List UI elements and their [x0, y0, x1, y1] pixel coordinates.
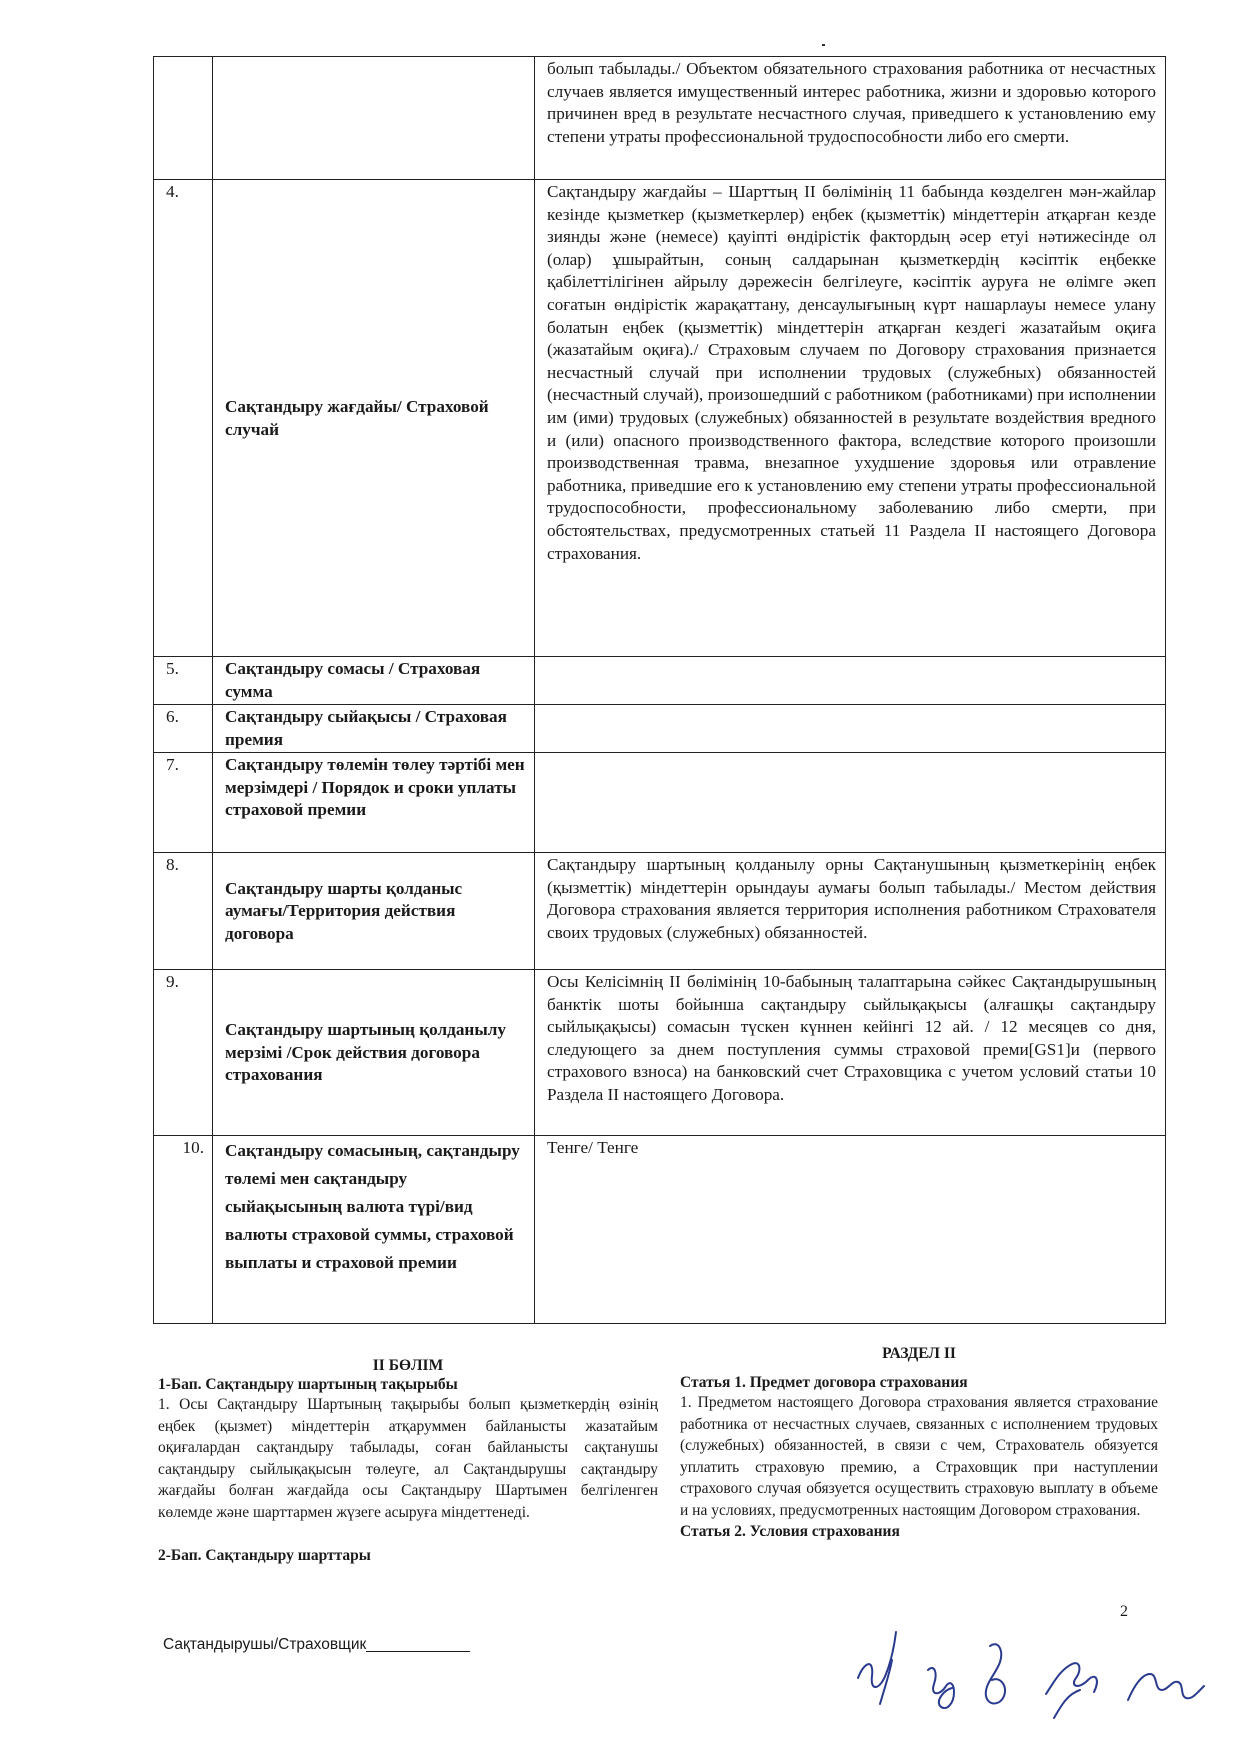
- row-content: Сақтандыру жағдайы – Шарттың II бөлімінің 11 бабында көзделген мән-жайлар кезінде қызметкер (қызметкерлер) еңбек (қызметтік) міндеттерін атқарған кезде зиянды және (немесе) қауіпті өндірістік фактордың әсер етуі нәтижесінде ол (олар) ұшырайтын, соның салдарынан қызметкердің кәсіптік еңбекке қабілеттілігінен айрылу дәрежесін белгілеуге, кәсіптік ауруға не өлімге әкеп соғатын өндірістік жарақаттану, денсаулығының күрт нашарлауы немесе улану болатын еңбек (қызметтік) міндеттерін атқарған кездегі жазатайым оқиға (жазатайым оқиға)./ Страховым случаем по Договору страхования признается несчастный случай при исполнении трудовых (служебных) обязанностей (несчастный случай), произошедший с работником (работниками) при исполнении им (ими) трудовых (служебных) обязанностей в результате воздействия вредного и (или) опасного производственного фактора, вследствие которого произошли производственная травма, внезапное ухудшение здоровья или отравление работника, приведшие его к установлению ему степени утраты профессиональной трудоспособности, профессиональному заболеванию либо смерти, при обстоятельствах, предусмотренных статьей 11 Раздела II настоящего Договора страхования.: [535, 180, 1166, 657]
- row-label: Сақтандыру шартының қолданылу мерзімі /Срок действия договора страхования: [213, 970, 535, 1136]
- row-label: Сақтандыру сыйақысы / Страховая премия: [213, 705, 535, 753]
- row-number: 6.: [154, 705, 213, 753]
- row-label: Сақтандыру төлемін төлеу тәртібі мен мерзімдері / Порядок и сроки уплаты страховой премии: [213, 753, 535, 853]
- signature-1: [858, 1632, 896, 1704]
- table-row: [154, 657, 1166, 705]
- row-number: 8.: [154, 853, 213, 970]
- article-title: Статья 1. Предмет договора страхования: [680, 1374, 968, 1391]
- table-row: [154, 57, 1166, 180]
- row-label: [213, 57, 535, 180]
- row-number: 9.: [154, 970, 213, 1136]
- signature-4: [1046, 1663, 1097, 1718]
- row-number: 5.: [154, 657, 213, 705]
- russian-column: [680, 1345, 1158, 1541]
- scan-speck: [822, 44, 825, 46]
- signature-2: [928, 1668, 954, 1708]
- row-content: [535, 705, 1166, 753]
- table-row: [154, 1136, 1166, 1324]
- row-content: [535, 753, 1166, 853]
- row-number: [154, 57, 213, 180]
- table-row: [154, 753, 1166, 853]
- signature-3: [986, 1644, 1005, 1703]
- insurer-signature-field: [163, 1636, 470, 1654]
- article-text: 1. Предметом настоящего Договора страхования является страхование работника от несчастных случаев, связанных с исполнением трудовых (служебных) обязанностей, в связи с чем, Страхователь обязуется уплатить страховую премию, а Страховщик при наступлении страхового случая обязуется осуществить страховую выплату в объеме и на условиях, предусмотренных настоящим Договором страхования.: [680, 1394, 1158, 1519]
- row-label: Сақтандыру сомасының, сақтандыру төлемі мен сақтандыру сыйақысының валюта түрі/вид валюты страховой суммы, страховой выплаты и страховой премии: [213, 1136, 535, 1324]
- article-title: 2-Бап. Сақтандыру шарттары: [158, 1546, 371, 1564]
- table-row: [154, 180, 1166, 657]
- row-content: Сақтандыру шартының қолданылу орны Сақтанушының қызметкерінің еңбек (қызметтік) міндеттерін орындауы аумағы болып табылады./ Местом действия Договора страхования является территория исполнения работником Страхователя своих трудовых (служебных) обязанностей.: [535, 853, 1166, 970]
- part-title: II БӨЛІМ: [372, 1357, 444, 1374]
- table-row: [154, 705, 1166, 753]
- table-row: [154, 970, 1166, 1136]
- signature-line: ____________: [366, 1636, 470, 1653]
- row-number: 7.: [154, 753, 213, 853]
- kazakh-column: [158, 1345, 658, 1565]
- row-content: болып табылады./ Объектом обязательного страхования работника от несчастных случаев является имущественный интерес работника, жизни и здоровью которого причинен вред в результате несчастного случая, приведшего к установлению ему степени утраты профессиональной трудоспособности либо его смерти.: [535, 57, 1166, 180]
- row-content: [535, 657, 1166, 705]
- article-text: 1. Осы Сақтандыру Шартының тақырыбы болып қызметкердің өзінің еңбек (қызмет) міндеттерін атқаруммен байланысты жазатайым оқиғалардан сақтандыру табылады, соған байланысты сақтанушы сақтандыру сыйлықақысын төлеуге, ал Сақтандырушы сақтандыру жағдайы болған жағдайда осы Сақтандыру Шартымен белгіленген көлемде және шарттармен жүзеге асыруға міндеттенеді.: [158, 1396, 658, 1521]
- page-number: 2: [1120, 1603, 1128, 1620]
- row-label: Сақтандыру жағдайы/ Страховой случай: [213, 180, 535, 657]
- article-title: Статья 2. Условия страхования: [680, 1522, 900, 1540]
- article-title: 1-Бап. Сақтандыру шартының тақырыбы: [158, 1376, 458, 1393]
- contract-terms-table: [153, 56, 1166, 1324]
- row-number: 4.: [154, 180, 213, 657]
- row-label: Сақтандыру шарты қолданыс аумағы/Территория действия договора: [213, 853, 535, 970]
- row-content: Тенге/ Тенге: [535, 1136, 1166, 1324]
- part-title: РАЗДЕЛ II: [882, 1345, 956, 1362]
- row-content: Осы Келісімнің II бөлімінің 10-бабының талаптарына сәйкес Сақтандырушының банктік шоты бойынша сақтандыру сыйлықақысы (алғашқы сақтандыру сыйлықақысы) сомасын түскен күннен кейінгі 12 ай. / 12 месяцев со дня, следующего за днем поступления суммы страховой преми[GS1]и (первого страхового взноса) на банковский счет Страховщика с учетом условий статьи 10 Раздела II настоящего Договора.: [535, 970, 1166, 1136]
- row-label: Сақтандыру сомасы / Страховая сумма: [213, 657, 535, 705]
- signature-label: Сақтандырушы/Страховщик: [163, 1636, 367, 1653]
- handwritten-signatures: [850, 1600, 1220, 1750]
- row-number: 10.: [154, 1136, 213, 1324]
- table-row: [154, 853, 1166, 970]
- signature-5: [1128, 1674, 1204, 1700]
